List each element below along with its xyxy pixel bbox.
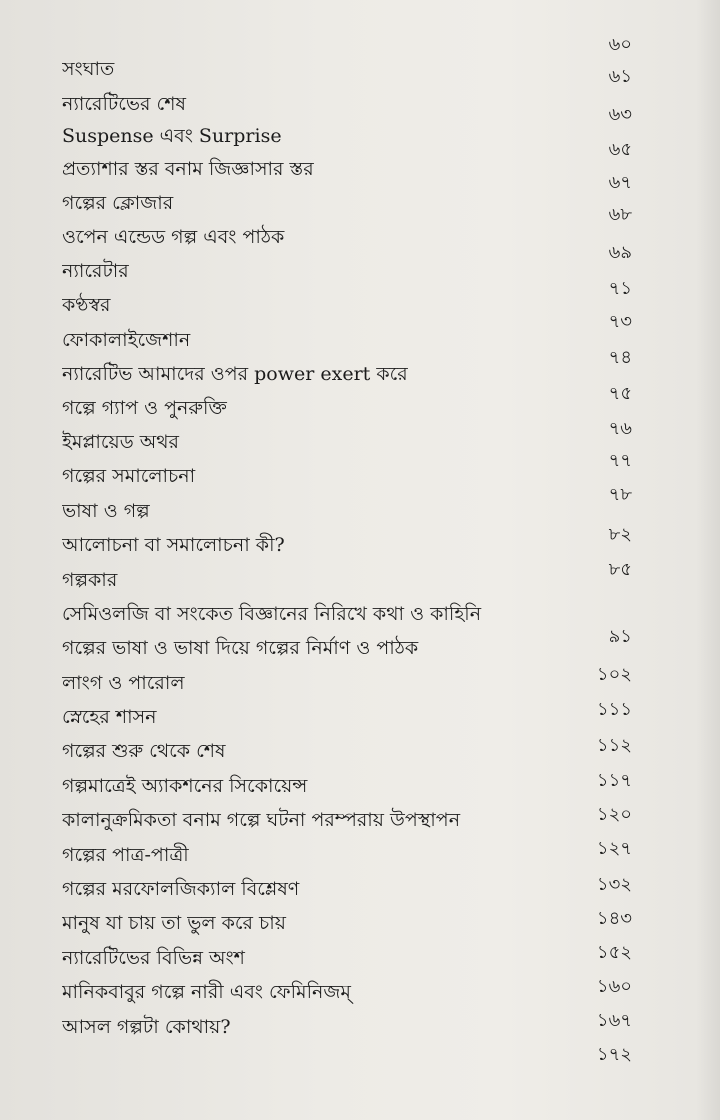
toc-entry-title: প্রত্যাশার স্তর বনাম জিজ্ঞাসার স্তর — [62, 158, 314, 180]
toc-entry-title: ন্যারেটার — [62, 260, 129, 282]
toc-entry-page-number: ৮২ — [608, 524, 632, 545]
toc-entry-page-number: ৭৬ — [608, 418, 632, 439]
toc-entry-page-number: ১১৭ — [596, 770, 632, 791]
toc-entry-page-number: ৭১ — [608, 278, 632, 299]
toc-entry-page-number: ১২০ — [596, 804, 632, 825]
toc-entry-page-number: ৭৪ — [608, 347, 632, 368]
toc-entry-title: গল্পের মরফোলজিক্যাল বিশ্লেষণ — [62, 878, 300, 900]
toc-entry-page-number: ১৭২ — [596, 1044, 632, 1065]
toc-entry-title: গল্পের সমালোচনা — [62, 465, 196, 487]
toc-entry-title: ফোকালাইজেশান — [62, 329, 191, 351]
toc-entry-title: সেমিওলজি বা সংকেত বিজ্ঞানের নিরিখে কথা ও কাহিনি — [62, 603, 482, 625]
toc-entry-title: Suspense এবং Surprise — [62, 125, 282, 147]
toc-entry-title: কালানুক্রমিকতা বনাম গল্পে ঘটনা পরম্পরায় উপস্থাপন — [62, 809, 461, 831]
toc-entry-page-number: ৯১ — [608, 626, 632, 647]
toc-entry-page-number: ১৬৭ — [596, 1010, 632, 1031]
toc-entry-page-number: ১৬০ — [596, 976, 632, 997]
toc-entry-title: মানিকবাবুর গল্পে নারী এবং ফেমিনিজম্ — [62, 981, 351, 1003]
toc-entry-title: গল্পের পাত্র-পাত্রী — [62, 844, 189, 866]
toc-entry-title: গল্পমাত্রেই অ্যাকশনের সিকোয়েন্স — [62, 775, 308, 797]
toc-entry-title: ইমপ্লায়েড অথর — [62, 431, 179, 453]
toc-entry-title: কণ্ঠস্বর — [62, 294, 111, 316]
leading-page-number: ৬০ — [608, 34, 632, 55]
toc-entry-page-number: ৭৮ — [608, 484, 632, 505]
toc-entry-title: সংঘাত — [62, 58, 115, 80]
toc-entry-page-number: ১২৭ — [596, 838, 632, 859]
toc-entry-title: লাংগ ও পারোল — [62, 672, 185, 694]
toc-entry-page-number: ১৩২ — [596, 874, 632, 895]
toc-entry-page-number: ১০২ — [596, 664, 632, 685]
toc-entry-title: গল্পে গ্যাপ ও পুনরুক্তি — [62, 397, 227, 419]
toc-entry-page-number: ৭৭ — [608, 450, 632, 471]
toc-entry-title: ভাষা ও গল্প — [62, 500, 150, 522]
toc-entry-page-number: ৬৮ — [608, 204, 632, 225]
toc-entry-page-number: ৮৫ — [608, 559, 632, 580]
toc-entry-title: মানুষ যা চায় তা ভুল করে চায় — [62, 912, 286, 934]
toc-entry-title: ন্যারেটিভ আমাদের ওপর power exert করে — [62, 363, 408, 385]
toc-entry-page-number: ৬৭ — [608, 172, 632, 193]
toc-entry-title: আসল গল্পটা কোথায়? — [62, 1016, 231, 1038]
toc-entry-page-number: ১১১ — [596, 699, 632, 720]
toc-entry-page-number: ৬১ — [608, 66, 632, 87]
toc-entry-page-number: ১১২ — [596, 735, 632, 756]
toc-entry-title: স্নেহের শাসন — [62, 706, 157, 728]
toc-entry-page-number: ৭৫ — [608, 383, 632, 404]
toc-entry-page-number: ১৪৩ — [596, 908, 632, 929]
toc-entry-title: গল্পের ভাষা ও ভাষা দিয়ে গল্পের নির্মাণ ও পাঠক — [62, 637, 419, 659]
toc-entry-title: ন্যারেটিভের বিভিন্ন অংশ — [62, 947, 245, 969]
toc-entry-page-number: ৭৩ — [608, 311, 632, 332]
toc-entry-title: গল্পের শুরু থেকে শেষ — [62, 740, 226, 762]
toc-entry-page-number: ৬৩ — [608, 104, 632, 125]
toc-entry-page-number: ৬৫ — [608, 139, 632, 160]
toc-entry-title: গল্পের ক্লোজার — [62, 192, 174, 214]
toc-entry-page-number: ১৫২ — [596, 942, 632, 963]
toc-entry-title: গল্পকার — [62, 569, 118, 591]
toc-entry-title: ন্যারেটিভের শেষ — [62, 93, 186, 115]
toc-entry-page-number: ৬৯ — [608, 242, 632, 263]
toc-entry-title: আলোচনা বা সমালোচনা কী? — [62, 534, 285, 556]
toc-entry-title: ওপেন এন্ডেড গল্প এবং পাঠক — [62, 226, 285, 248]
